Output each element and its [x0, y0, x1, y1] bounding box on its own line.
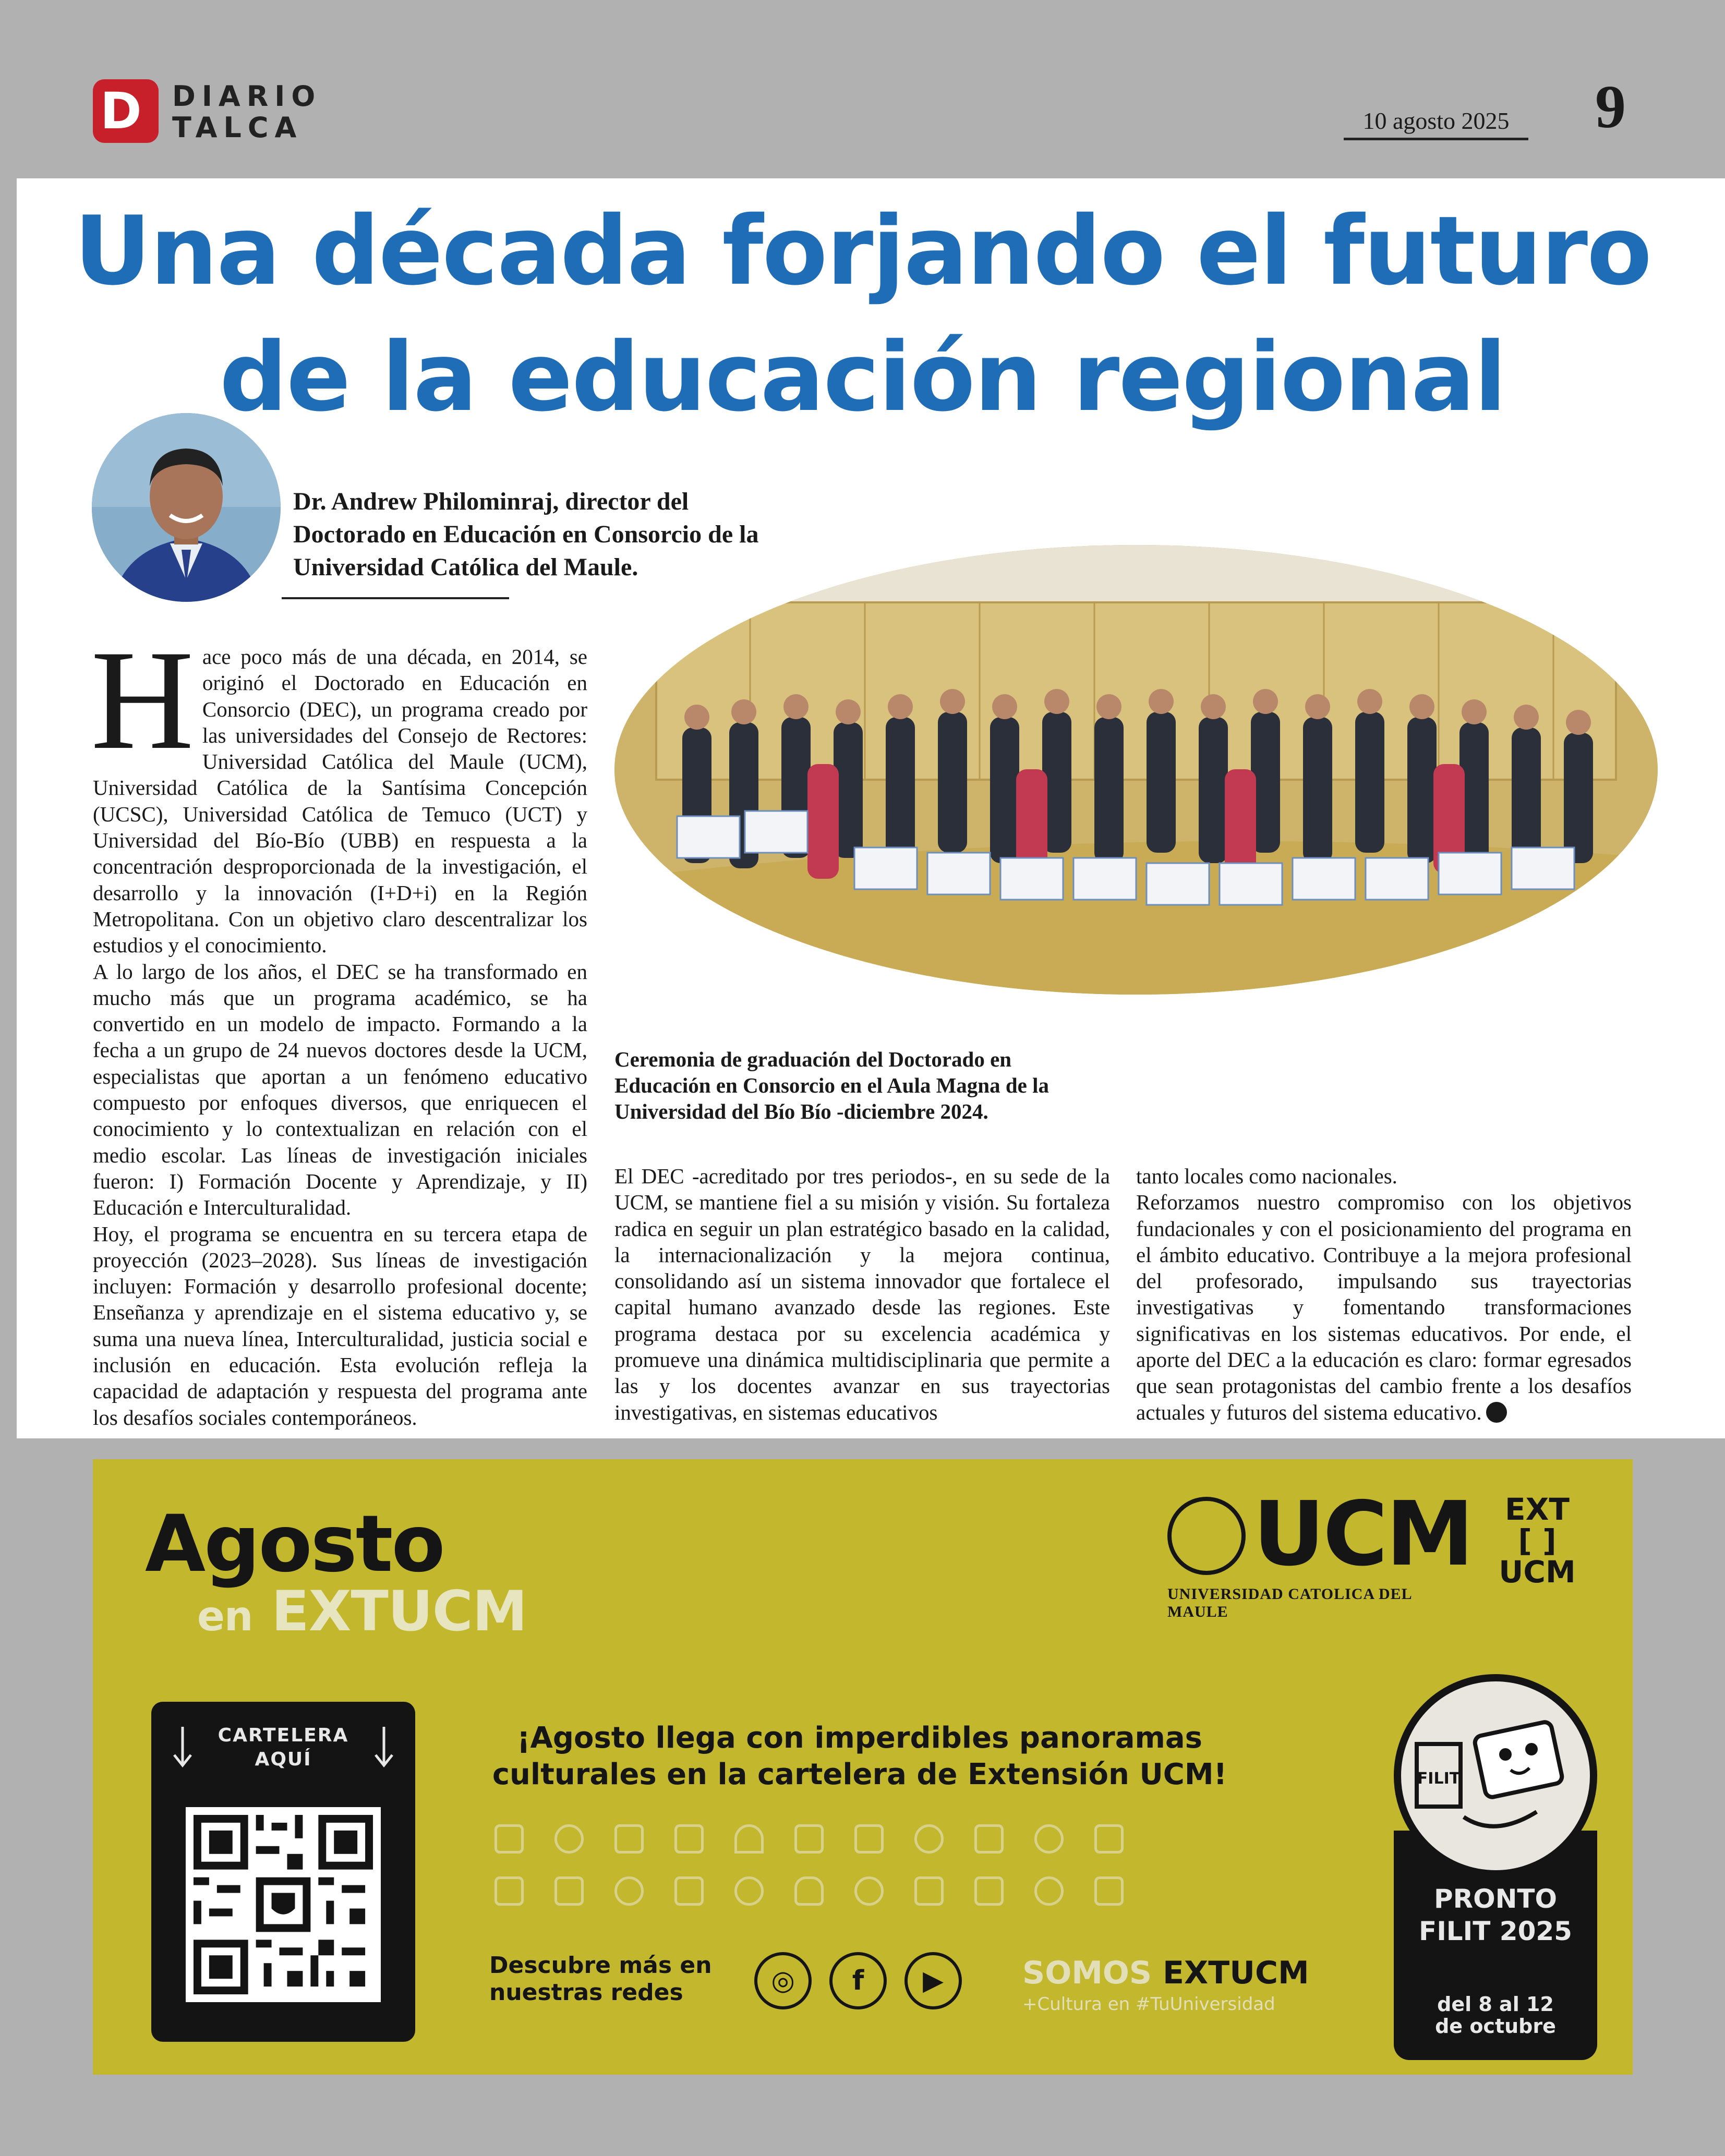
cartelera-qr-code[interactable]: [186, 1807, 381, 2002]
diario-talca-logo: [93, 79, 322, 145]
filit-pronto: [1394, 1883, 1597, 1947]
pronto-line-1: PRONTO: [1433, 1884, 1558, 1914]
tent-icon: [734, 1824, 764, 1854]
wrench-icon: [674, 1876, 704, 1906]
music-note-icon: [614, 1876, 644, 1906]
article-headline: [0, 188, 1725, 440]
calendar-icon: [554, 1876, 584, 1906]
end-mark-icon: [1486, 1402, 1507, 1423]
ext-line-3: UCM: [1499, 1554, 1576, 1590]
hand-icon: [794, 1876, 824, 1906]
ext-line-2: [ ]: [1518, 1523, 1557, 1558]
masks-icon: [614, 1824, 644, 1854]
logo-word-diario: DIARIO: [172, 80, 322, 113]
ext-ucm-logo: [1498, 1494, 1576, 1588]
discover-more-text: [489, 1952, 712, 2006]
handshake-icon: [1034, 1824, 1064, 1854]
graduation-photo-image: [614, 545, 1658, 995]
picture-icon: [794, 1824, 824, 1854]
paragraph-5: tanto locales como nacionales.: [1136, 1164, 1397, 1188]
article-column-3: [1136, 1163, 1632, 1425]
chat-icon: [854, 1824, 884, 1854]
box-icon: [494, 1876, 524, 1906]
somos-tagline: +Cultura en #TuUniversidad: [1022, 1994, 1275, 2015]
filit-badge-icon: [1394, 1674, 1597, 1878]
museum-icon: [974, 1876, 1004, 1906]
dancer-icon: [1034, 1876, 1064, 1906]
youtube-icon[interactable]: [904, 1952, 962, 2009]
logo-mark-icon: D: [93, 79, 159, 143]
discover-line-2: nuestras redes: [489, 1979, 683, 2006]
instagram-icon[interactable]: [754, 1952, 812, 2009]
somos-dark: EXTUCM: [1163, 1955, 1309, 1991]
page-number: 9: [1595, 72, 1626, 141]
ad-subtitle-en: en: [197, 1593, 253, 1640]
discover-line-1: Descubre más en: [489, 1952, 712, 1979]
radio-icon: [494, 1824, 524, 1854]
ucm-wordmark: UCM: [1253, 1483, 1472, 1586]
camera-icon: [1094, 1824, 1124, 1854]
ucm-full-name: UNIVERSIDAD CATOLICA DEL MAULE: [1167, 1585, 1412, 1620]
guitar-icon: [854, 1876, 884, 1906]
filit-dates-line-2: de octubre: [1435, 2015, 1556, 2038]
paragraph-1-text: ace poco más de una década, en 2014, se originó el Doctorado en Educación en Consorcio (DEC), un programa creado por las universidades del Consejo de Rectores: Universidad Católica del Maule (UCM), Universidad Católica de la Santísima Concepción (UCSC), Universidad Católica de Temuco (UCT) y Universidad del Bío-Bío (UBB) en respuesta a la concentración desproporcionada de la investigación, el desarrollo y la innovación (I+D+i) en la Región Metropolitana. Con un objetivo claro descentralizar los estudios y el conocimiento.: [93, 645, 587, 958]
qr-label-line-1: CARTELERA: [218, 1725, 349, 1746]
facebook-icon[interactable]: [829, 1952, 887, 2009]
photo-caption: Ceremonia de graduación del Doctorado en Educación en Consorcio en el Aula Magna de la Universidad del Bío Bío -diciembre 2024.: [614, 1040, 1078, 1124]
youtube-glyph: ▶: [923, 1965, 944, 1996]
drop-cap: H: [91, 621, 194, 779]
qr-label-line-2: AQUÍ: [255, 1749, 312, 1770]
headline-line-1: Una década forjando el futuro: [74, 196, 1651, 306]
paragraph-6: [1136, 1189, 1632, 1425]
ucm-seal-icon: [1167, 1497, 1246, 1575]
ad-title: Agosto: [145, 1499, 444, 1590]
paragraph-2: A lo largo de los años, el DEC se ha transformado en mucho más que un programa académico, se ha convertido en un modelo de impacto. Formando a la fecha a un grupo de 24 nuevos doctores desde la UCM, especialistas que aportan a un fenómeno educativo compuesto por enfoques diversos, que enriquecen el conocimiento y lo contextualizan en relación con el medio escolar. Las líneas de investigación iniciales fueron: I) Formación Docente y Aprendizaje, y II) Educación e Interculturalidad.: [93, 959, 587, 1220]
crown-icon: [914, 1876, 944, 1906]
ext-line-1: EXT: [1505, 1492, 1570, 1527]
paragraph-1: [91, 621, 587, 959]
ad-subtitle: [197, 1580, 527, 1648]
tree-icon: [554, 1824, 584, 1854]
instagram-glyph: ◎: [771, 1965, 795, 1996]
headline-line-2: de la educación regional: [219, 322, 1506, 432]
extucm-advertisement: [93, 1459, 1633, 2075]
somos-extucm: [1022, 1955, 1309, 1991]
graduation-photo: [614, 545, 1658, 995]
book-icon: [674, 1824, 704, 1854]
paragraph-3: Hoy, el programa se encuentra en su tercera etapa de proyección (2023–2028). Sus líneas de investigación incluyen: Formación y desarrollo profesional docente; Enseñanza y aprendizaje en el sistema educativo y, se suma una nueva línea, Interculturalidad, justicia social e inclusión en educación. Esta evolución refleja la capacidad de adaptación y respuesta del programa ante los desafíos sociales contemporáneos.: [93, 1221, 587, 1430]
filit-promo: [1394, 1674, 1597, 2065]
paragraph-4: El DEC -acreditado por tres periodos-, en su sede de la UCM, se mantiene fiel a su misión y visión. Su fortaleza radica en seguir un plan estratégico basado en la calidad, la internacionalización y la mejora continua, consolidando así un sistema innovador que fortalece el capital humano avanzado desde las regiones. Este programa destaca por su excelencia académica y promueve una dinámica multidisciplinaria que permite a las y los docentes avanzar en sus trayectorias investigativas, en sistemas educativos: [614, 1164, 1110, 1424]
author-bio: Dr. Andrew Philominraj, director del Doctorado en Educación en Consorcio de la Universidad Católica del Maule.: [293, 488, 759, 581]
author-portrait-image: [92, 413, 281, 602]
filit-book-mascot-icon: [1401, 1681, 1590, 1870]
ad-headline: ¡Agosto llega con imperdibles panoramas culturales en la cartelera de Extensión UCM!: [492, 1721, 1227, 1791]
logo-word-talca: TALCA: [172, 111, 303, 144]
article-column-1: [91, 621, 587, 1431]
filit-dates-line-1: del 8 al 12: [1437, 1993, 1554, 2016]
film-reel-icon: [734, 1876, 764, 1906]
issue-date: 10 agosto 2025: [1344, 104, 1528, 140]
arrow-down-icon: [373, 1727, 394, 1769]
article-column-2: [614, 1163, 1110, 1425]
magnifier-icon: [914, 1824, 944, 1854]
somos-light: SOMOS: [1022, 1955, 1152, 1991]
ucm-logo: [1167, 1483, 1472, 1620]
signpost-icon: [1094, 1876, 1124, 1906]
author-portrait: [92, 413, 281, 602]
paragraph-6-text: Reforzamos nuestro compromiso con los objetivos fundacionales y con el posicionamiento del programa en el ámbito educativo. Contribuye a la mejora profesional del profesorado, impulsando sus trayectorias investigativas y fomentando transformaciones significativas en los sistemas educativos. Por ende, el aporte del DEC a la educación es claro: formar egresados que sean protagonistas del cambio frente a los desafíos actuales y futuros del sistema educativo.: [1136, 1190, 1632, 1424]
qr-card[interactable]: [151, 1702, 415, 2042]
pronto-line-2: FILIT 2025: [1419, 1916, 1572, 1946]
filit-dates: [1394, 1993, 1597, 2037]
facebook-glyph: f: [852, 1965, 864, 1996]
tools-icon: [974, 1824, 1004, 1854]
author-divider: [282, 597, 509, 599]
arrow-down-icon: [172, 1727, 193, 1769]
ad-subtitle-extucm: EXTUCM: [271, 1579, 527, 1643]
svg-text:FILIT: FILIT: [1417, 1770, 1461, 1788]
